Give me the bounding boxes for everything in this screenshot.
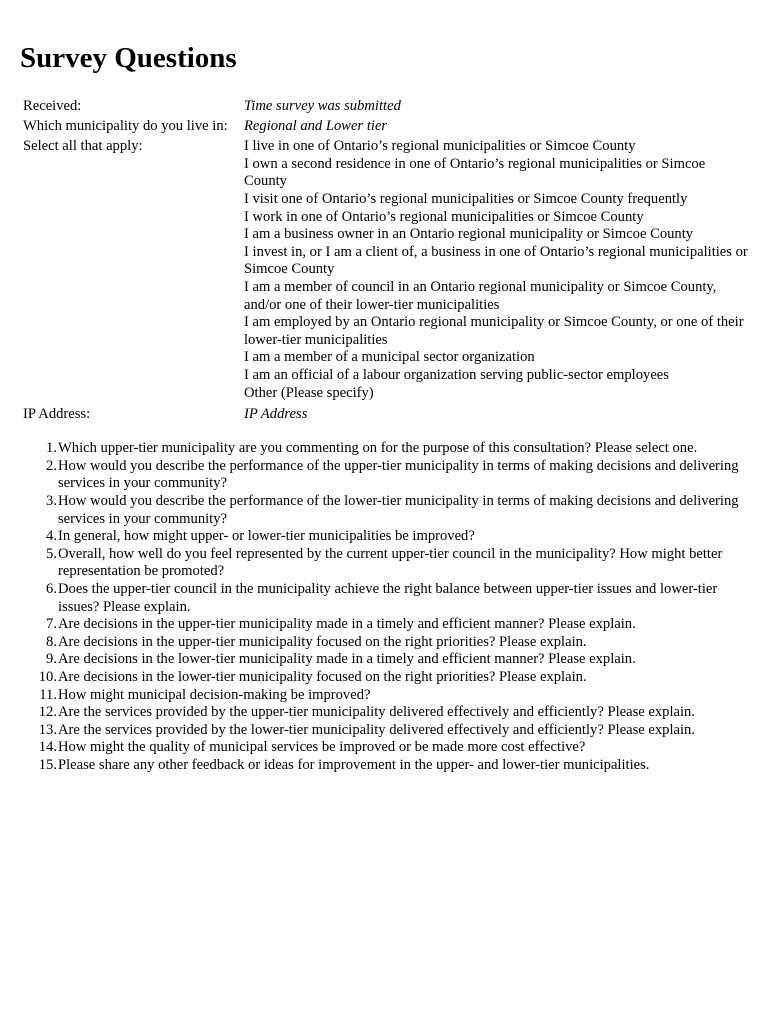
question-text: Are the services provided by the lower-tier municipality delivered effectively and efficiently? Please explain. bbox=[58, 721, 695, 738]
question-text: Are decisions in the lower-tier municipality made in a timely and efficient manner? Please explain. bbox=[58, 651, 636, 668]
question-number: 8. bbox=[46, 633, 57, 650]
received-label: Received: bbox=[23, 98, 82, 114]
apply-option: I am employed by an Ontario regional municipality or Simcoe County, or one of their lower-tier municipalities bbox=[244, 314, 744, 348]
municipality-label: Which municipality do you live in: bbox=[23, 118, 228, 135]
questions-list bbox=[20, 440, 748, 774]
question-text: Does the upper-tier council in the municipality achieve the right balance between upper-tier issues and lower-tier issues? Please explain. bbox=[58, 580, 718, 615]
ip-address-row bbox=[20, 406, 748, 424]
question-text: Please share any other feedback or ideas for improvement in the upper- and lower-tier municipalities. bbox=[58, 756, 650, 773]
apply-option: I am a member of council in an Ontario regional municipality or Simcoe County, and/or one of their lower-tier municipalities bbox=[244, 278, 717, 313]
question-number: 5. bbox=[46, 545, 57, 562]
question-text: Are the services provided by the upper-tier municipality delivered effectively and efficiently? Please explain. bbox=[58, 704, 695, 721]
apply-option: I live in one of Ontario’s regional municipalities or Simcoe County bbox=[244, 138, 636, 155]
question-item bbox=[20, 458, 748, 493]
question-item bbox=[20, 669, 748, 687]
question-number: 10. bbox=[38, 668, 57, 685]
question-number: 12. bbox=[38, 704, 57, 721]
question-item bbox=[20, 528, 748, 546]
question-number: 9. bbox=[46, 651, 57, 668]
select-all-options bbox=[244, 138, 748, 402]
question-number: 15. bbox=[38, 756, 57, 773]
ip-address-label: IP Address: bbox=[23, 405, 91, 422]
question-number: 7. bbox=[46, 616, 57, 633]
question-text: Which upper-tier municipality are you commenting on for the purpose of this consultation? Please select one. bbox=[58, 440, 698, 457]
question-item bbox=[20, 739, 748, 757]
received-row bbox=[20, 98, 748, 116]
question-text: How might municipal decision-making be improved? bbox=[58, 686, 371, 703]
question-item bbox=[20, 704, 748, 722]
question-item bbox=[20, 722, 748, 740]
question-text: Are decisions in the upper-tier municipality focused on the right priorities? Please explain. bbox=[58, 633, 587, 650]
question-number: 14. bbox=[38, 739, 57, 756]
survey-metadata bbox=[20, 98, 748, 423]
question-item bbox=[20, 687, 748, 705]
municipality-value: Regional and Lower tier bbox=[244, 118, 388, 135]
question-number: 4. bbox=[46, 528, 57, 545]
question-text: Are decisions in the upper-tier municipality made in a timely and efficient manner? Please explain. bbox=[58, 616, 636, 633]
question-item bbox=[20, 634, 748, 652]
select-all-label: Select all that apply: bbox=[23, 138, 143, 155]
question-item bbox=[20, 651, 748, 669]
apply-option: I am a member of a municipal sector organization bbox=[244, 349, 535, 366]
question-text: Overall, how well do you feel represented by the current upper-tier council in the municipality? How might better representation be promoted? bbox=[58, 545, 723, 580]
question-text: How might the quality of municipal services be improved or be made more cost effective? bbox=[58, 739, 586, 756]
question-text: In general, how might upper- or lower-tier municipalities be improved? bbox=[58, 528, 475, 545]
apply-options-list bbox=[244, 138, 748, 402]
apply-option: I work in one of Ontario’s regional municipalities or Simcoe County bbox=[244, 208, 644, 225]
apply-option: I am a business owner in an Ontario regional municipality or Simcoe County bbox=[244, 226, 694, 243]
question-item bbox=[20, 440, 748, 458]
question-text: How would you describe the performance of the lower-tier municipality in terms of making decisions and delivering services in your community? bbox=[58, 492, 739, 527]
apply-option: I invest in, or I am a client of, a business in one of Ontario’s regional municipalities or Simcoe County bbox=[244, 243, 748, 278]
question-item bbox=[20, 616, 748, 634]
question-number: 13. bbox=[38, 721, 57, 738]
apply-option: I visit one of Ontario’s regional municipalities or Simcoe County frequently bbox=[244, 190, 688, 207]
municipality-row bbox=[20, 118, 748, 136]
received-value: Time survey was submitted bbox=[244, 98, 401, 114]
question-number: 2. bbox=[46, 457, 57, 474]
survey-document bbox=[20, 0, 748, 774]
apply-option: I am an official of a labour organization serving public-sector employees bbox=[244, 366, 669, 383]
question-number: 11. bbox=[39, 686, 57, 703]
question-text: How would you describe the performance of the upper-tier municipality in terms of making decisions and delivering services in your community? bbox=[58, 457, 739, 492]
question-number: 6. bbox=[46, 580, 57, 597]
select-all-row bbox=[20, 138, 748, 402]
apply-option: Other (Please specify) bbox=[244, 384, 374, 401]
page-title: Survey Questions bbox=[20, 42, 237, 74]
question-item bbox=[20, 757, 748, 775]
apply-option: I own a second residence in one of Ontario’s regional municipalities or Simcoe County bbox=[244, 155, 706, 190]
question-number: 1. bbox=[46, 440, 57, 457]
question-item bbox=[20, 546, 748, 581]
question-number: 3. bbox=[46, 492, 57, 509]
ip-address-value: IP Address bbox=[244, 405, 308, 422]
question-item bbox=[20, 493, 748, 528]
question-item bbox=[20, 581, 748, 616]
question-text: Are decisions in the lower-tier municipality focused on the right priorities? Please explain. bbox=[58, 668, 587, 685]
